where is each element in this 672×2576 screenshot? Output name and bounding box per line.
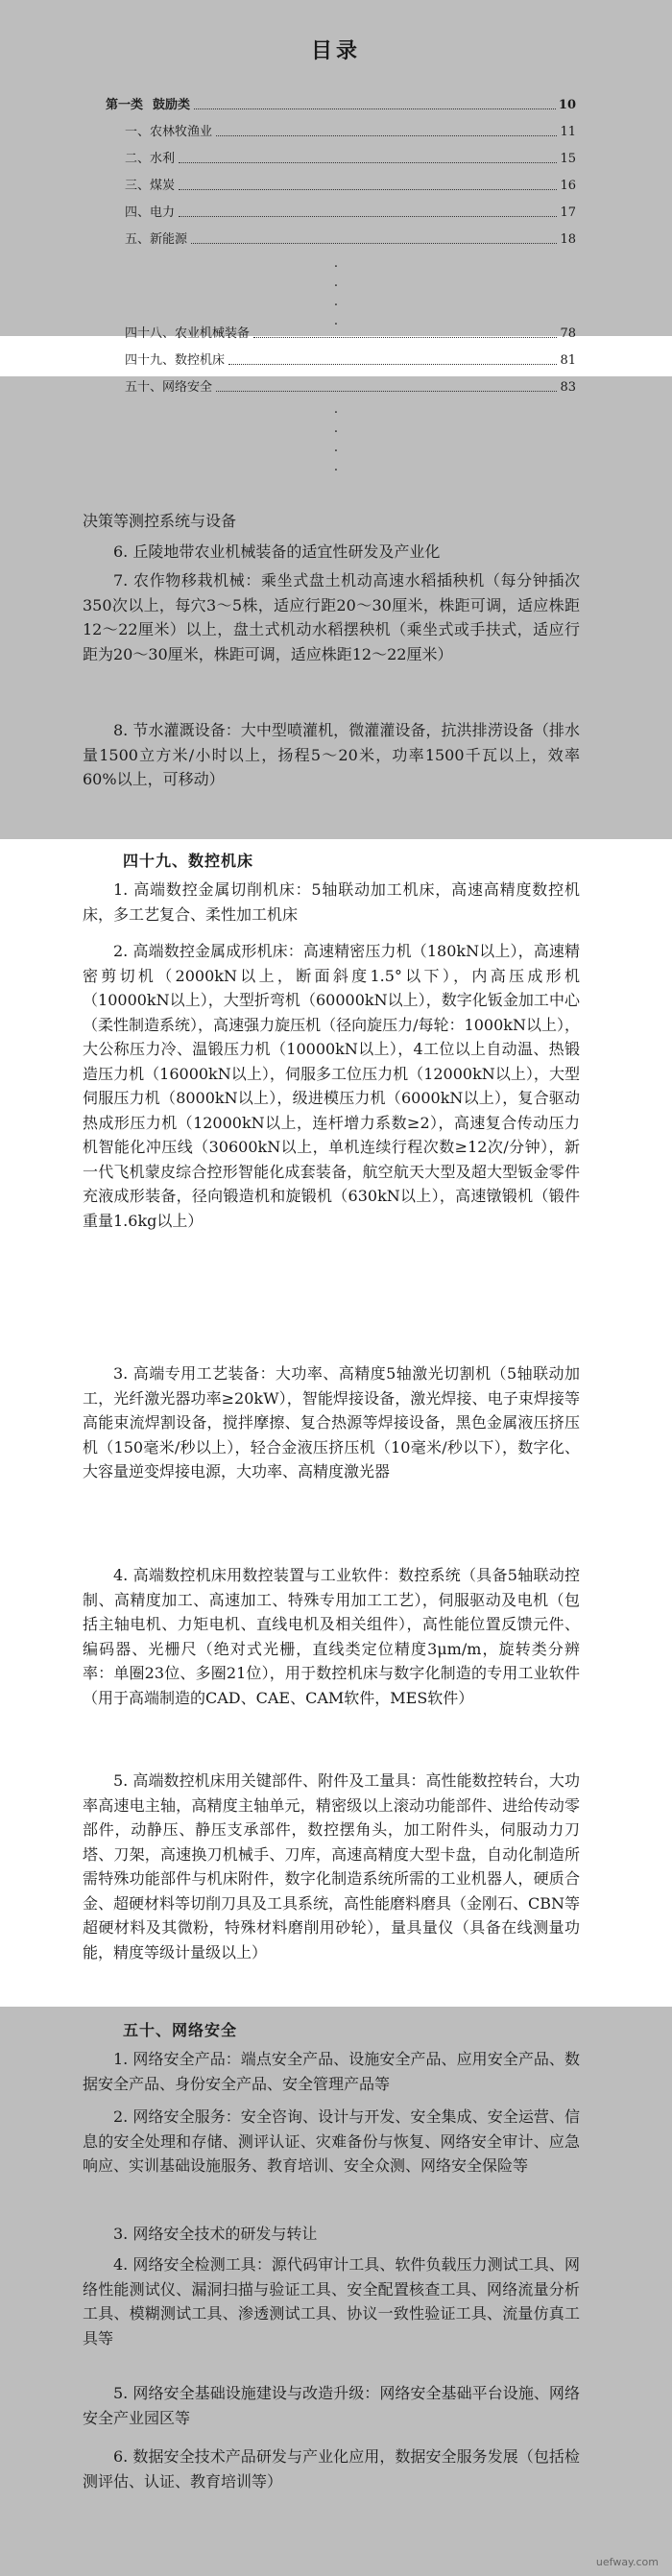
toc-leader-dots bbox=[179, 161, 557, 163]
toc-entry-number: 三、 bbox=[125, 179, 151, 193]
cnc-paragraph: 3. 高端专用工艺装备：大功率、高精度5轴激光切割机（5轴联动加工，光纤激光器功率≥20kW），智能焊接设备，激光焊接、电子束焊接等高能束流焊割设备，搅拌摩擦、复合热源等焊接设备，黑色金属液压挤压机（150毫米/秒以上），轻合金液压挤压机（10毫米/秒以下），数字化、大容量逆变焊接电源，大功率、高精度激光器 bbox=[83, 1364, 580, 1481]
toc-entry-page: 11 bbox=[560, 125, 576, 139]
toc-entry-label: 煤炭 bbox=[150, 179, 176, 193]
toc-entry-water[interactable] bbox=[125, 146, 576, 167]
cnc-paragraph: 4. 高端数控机床用数控装置与工业软件：数控系统（具备5轴联动控制、高精度加工、高速加工、特殊专用加工工艺），伺服驱动及电机（包括主轴电机、力矩电机、直线电机及相关组件），高性能位置反馈元件、编码器、光栅尺（绝对式光栅，直线类定位精度3μm/m，旋转类分辨率：单圈23位、多圈21位），用于数控机床与数字化制造的专用工业软件（用于高端制造的CAD、CAE、CAM软件，MES软件） bbox=[83, 1566, 580, 1707]
toc-entry-category-1[interactable] bbox=[106, 92, 576, 113]
toc-entry-new-energy[interactable] bbox=[125, 227, 576, 248]
toc-entry-agriculture[interactable] bbox=[125, 119, 576, 140]
toc-entry-label: 数控机床 bbox=[175, 353, 226, 368]
network-paragraph: 2. 网络安全服务：安全咨询、设计与开发、安全集成、安全运营、信息的安全处理和存储、测评认证、灾难备份与恢复、网络安全审计、应急响应、实训基础设施服务、教育培训、安全众测、网络安全保险等 bbox=[83, 2107, 580, 2175]
toc-entry-page: 83 bbox=[560, 380, 576, 395]
network-paragraph: 5. 网络安全基础设施建设与改造升级：网络安全基础平台设施、网络安全产业园区等 bbox=[83, 2384, 580, 2427]
toc-entry-page: 16 bbox=[560, 179, 576, 193]
toc-entry-network-security[interactable] bbox=[125, 374, 576, 396]
agri-continuation-fragment: 决策等测控系统与设备 bbox=[83, 512, 237, 530]
agri-paragraph: 8. 节水灌溉设备：大中型喷灌机，微灌灌设备，抗洪排涝设备（排水量1500立方米/小时以上，扬程5～20米，功率1500千瓦以上，效率60%以上，可移动） bbox=[83, 721, 580, 788]
cnc-section-heading: 四十九、数控机床 bbox=[123, 852, 254, 870]
toc-entry-page: 18 bbox=[560, 232, 576, 247]
network-paragraph: 6. 数据安全技术产品研发与产业化应用，数据安全服务发展（包括检测评估、认证、教育培训等） bbox=[83, 2447, 580, 2491]
toc-entry-label: 新能源 bbox=[150, 232, 188, 247]
network-paragraph: 1. 网络安全产品：端点安全产品、设施安全产品、应用安全产品、数据安全产品、身份安全产品、安全管理产品等 bbox=[83, 2050, 580, 2093]
toc-entry-page: 17 bbox=[560, 205, 576, 220]
toc-entry-agri-machinery[interactable] bbox=[125, 321, 576, 342]
toc-entry-page: 15 bbox=[560, 152, 576, 166]
site-watermark: uefway.com bbox=[595, 2556, 659, 2568]
toc-leader-dots bbox=[179, 215, 557, 217]
toc-entry-number: 五、 bbox=[125, 232, 151, 247]
toc-leader-dots bbox=[253, 336, 557, 338]
toc-entry-label: 电力 bbox=[150, 205, 176, 220]
agri-paragraph: 7. 农作物移栽机械：乘坐式盘土机动高速水稻插秧机（每分钟插次350次以上，每穴3～5株，适应行距20～30厘米，株距可调，适应株距12～22厘米）以上，盘土式机动水稻摆秧机（乘坐式或手扶式，适应行距为20～30厘米，株距可调，适应株距12～22厘米） bbox=[83, 571, 580, 663]
toc-entry-number: 一、 bbox=[125, 125, 151, 139]
network-section-heading: 五十、网络安全 bbox=[123, 2021, 238, 2039]
toc-entry-power[interactable] bbox=[125, 200, 576, 221]
toc-entry-number: 五十、 bbox=[125, 380, 163, 395]
toc-leader-dots bbox=[216, 390, 557, 392]
toc-entry-number: 第一类 bbox=[106, 98, 144, 112]
toc-entry-label: 农业机械装备 bbox=[175, 326, 251, 341]
toc-entry-number: 四、 bbox=[125, 205, 151, 220]
vertical-ellipsis-dots: · · · · bbox=[333, 259, 339, 332]
toc-entry-number: 二、 bbox=[125, 152, 151, 166]
toc-entry-cnc-machine-tools[interactable] bbox=[125, 348, 576, 369]
toc-entry-page: 81 bbox=[560, 353, 576, 368]
toc-leader-dots bbox=[228, 363, 557, 365]
toc-entry-page: 10 bbox=[558, 98, 576, 112]
toc-entry-label: 网络安全 bbox=[162, 380, 213, 395]
toc-leader-dots bbox=[194, 108, 556, 109]
toc-entry-page: 78 bbox=[560, 326, 576, 341]
toc-leader-dots bbox=[179, 188, 557, 190]
cnc-paragraph: 5. 高端数控机床用关键部件、附件及工量具：高性能数控转台，大功率高速电主轴，高精度主轴单元，精密级以上滚动功能部件、进给传动零部件，动静压、静压支承部件，数控摆角头，加工附件头，伺服动力刀塔、刀架，高速换刀机械手、刀库，高速高精度大型卡盘，自动化制造所需特殊功能部件与机床附件，数字化制造系统所需的工业机器人，硬质合金、超硬材料等切削刀具及工具系统，高性能磨料磨具（金刚石、CBN等超硬材料及其微粉，特殊材料磨削用砂轮），量具量仪（具备在线测量功能，精度等级计量级以上） bbox=[83, 1771, 581, 1962]
toc-entry-number: 四十八、 bbox=[125, 326, 176, 341]
toc-leader-dots bbox=[216, 134, 557, 136]
vertical-ellipsis-dots: · · · · bbox=[333, 405, 339, 478]
toc-leader-dots bbox=[191, 242, 557, 244]
network-paragraph: 4. 网络安全检测工具：源代码审计工具、软件负载压力测试工具、网络性能测试仪、漏洞扫描与验证工具、安全配置核查工具、网络流量分析工具、模糊测试工具、渗透测试工具、协议一致性验证工具、流量仿真工具等 bbox=[83, 2255, 580, 2347]
toc-entry-label: 鼓励类 bbox=[153, 98, 191, 112]
agri-paragraph: 6. 丘陵地带农业机械装备的适宜性研发及产业化 bbox=[113, 542, 441, 561]
network-paragraph: 3. 网络安全技术的研发与转让 bbox=[113, 2225, 318, 2243]
cnc-paragraph: 2. 高端数控金属成形机床：高速精密压力机（180kN以上），高速精密剪切机（2000kN以上，断面斜度1.5°以下），内高压成形机（10000kN以上），大型折弯机（60000kN以上），数字化钣金加工中心（柔性制造系统），高速强力旋压机（径向旋压力/每轮：1000kN以上），大公称压力冷、温锻压力机（10000kN以上），4工位以上自动温、热锻造压力机（16000kN以上），伺服多工位压力机（12000kN以上），大型伺服压力机（8000kN以上），级进模压力机（6000kN以上），复合驱动热成形压力机（12000kN以上，连杆增力系数≥2），高速复合传动压力机智能化冲压线（30600kN以上，单机连续行程次数≥12次/分钟），新一代飞机蒙皮综合控形智能化成套装备，航空航天大型及超大型钣金零件充液成形装备，径向锻造机和旋锻机（630kN以上），高速镦锻机（锻件重量1.6kg以上） bbox=[83, 942, 580, 1230]
toc-entry-coal[interactable] bbox=[125, 173, 576, 194]
cnc-paragraph: 1. 高端数控金属切削机床：5轴联动加工机床，高速高精度数控机床，多工艺复合、柔性加工机床 bbox=[83, 880, 580, 924]
toc-entry-number: 四十九、 bbox=[125, 353, 176, 368]
toc-entry-label: 水利 bbox=[150, 152, 176, 166]
toc-title: 目录 bbox=[310, 38, 361, 63]
toc-entry-label: 农林牧渔业 bbox=[150, 125, 213, 139]
